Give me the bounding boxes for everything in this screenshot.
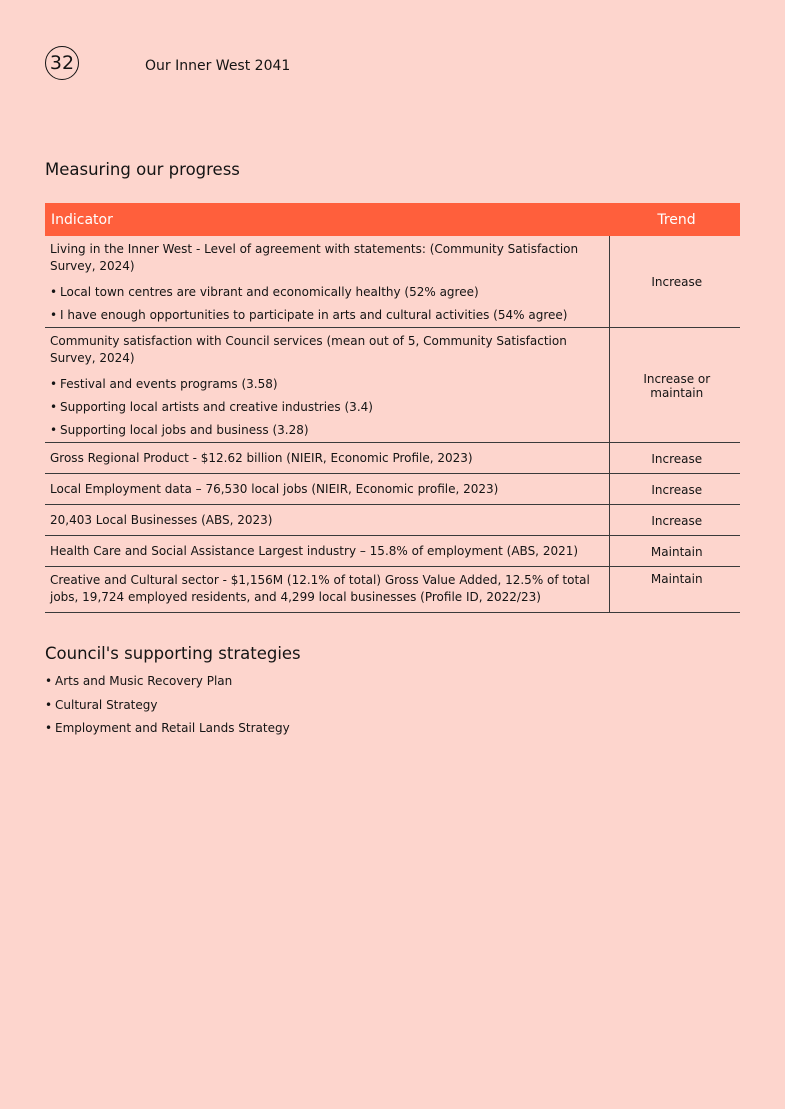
list-item: • Local town centres are vibrant and economically healthy (52% agree) [50,286,603,298]
table-row [45,328,740,443]
list-item: • Supporting local artists and creative industries (3.4) [50,401,603,413]
supporting-strategies-title: Council's supporting strategies [45,644,301,663]
trend-column-header: Trend [609,203,740,236]
table-row [45,236,740,328]
trend-cell: Increase [609,474,740,505]
list-item: • Supporting local jobs and business (3.28) [50,424,603,436]
list-item: • Arts and Music Recovery Plan [45,670,290,694]
table-header-row [45,203,740,236]
table-row [45,567,740,613]
indicator-cell [45,236,609,328]
trend-cell: Increase [609,443,740,474]
indicator-cell [45,328,609,443]
indicator-cell: Health Care and Social Assistance Largest industry – 15.8% of employment (ABS, 2021) [45,536,609,567]
indicator-bullets [50,286,603,321]
table-row [45,443,740,474]
list-item: • Cultural Strategy [45,694,290,718]
page-header [45,46,291,80]
measuring-progress-title: Measuring our progress [45,160,240,179]
document-title: Our Inner West 2041 [145,58,291,74]
indicator-column-header: Indicator [45,203,609,236]
list-item: • I have enough opportunities to participate in arts and cultural activities (54% agree) [50,309,603,321]
trend-cell: Increase [609,236,740,328]
trend-cell: Maintain [609,567,740,613]
indicator-cell: Gross Regional Product - $12.62 billion (NIEIR, Economic Profile, 2023) [45,443,609,474]
indicator-bullets [50,378,603,436]
trend-cell: Maintain [609,536,740,567]
list-item: • Festival and events programs (3.58) [50,378,603,390]
table-row [45,536,740,567]
trend-cell: Increase or maintain [609,328,740,443]
list-item: • Employment and Retail Lands Strategy [45,717,290,741]
indicator-text: Creative and Cultural sector - $1,156M (12.1% of total) Gross Value Added, 12.5% of total jobs, 19,724 employed residents, and 4,299 local businesses (Profile ID, 2022/23) [50,573,590,604]
table-row [45,474,740,505]
indicator-text: Living in the Inner West - Level of agreement with statements: (Community Satisfaction Survey, 2024) [50,242,579,273]
page-number-badge: 32 [45,46,79,80]
indicator-cell [45,567,609,613]
table-row [45,505,740,536]
indicator-text: Community satisfaction with Council services (mean out of 5, Community Satisfaction Survey, 2024) [50,334,567,365]
trend-cell: Increase [609,505,740,536]
indicator-cell: 20,403 Local Businesses (ABS, 2023) [45,505,609,536]
strategies-list [45,670,290,741]
indicator-table [45,203,740,613]
indicator-cell: Local Employment data – 76,530 local jobs (NIEIR, Economic profile, 2023) [45,474,609,505]
